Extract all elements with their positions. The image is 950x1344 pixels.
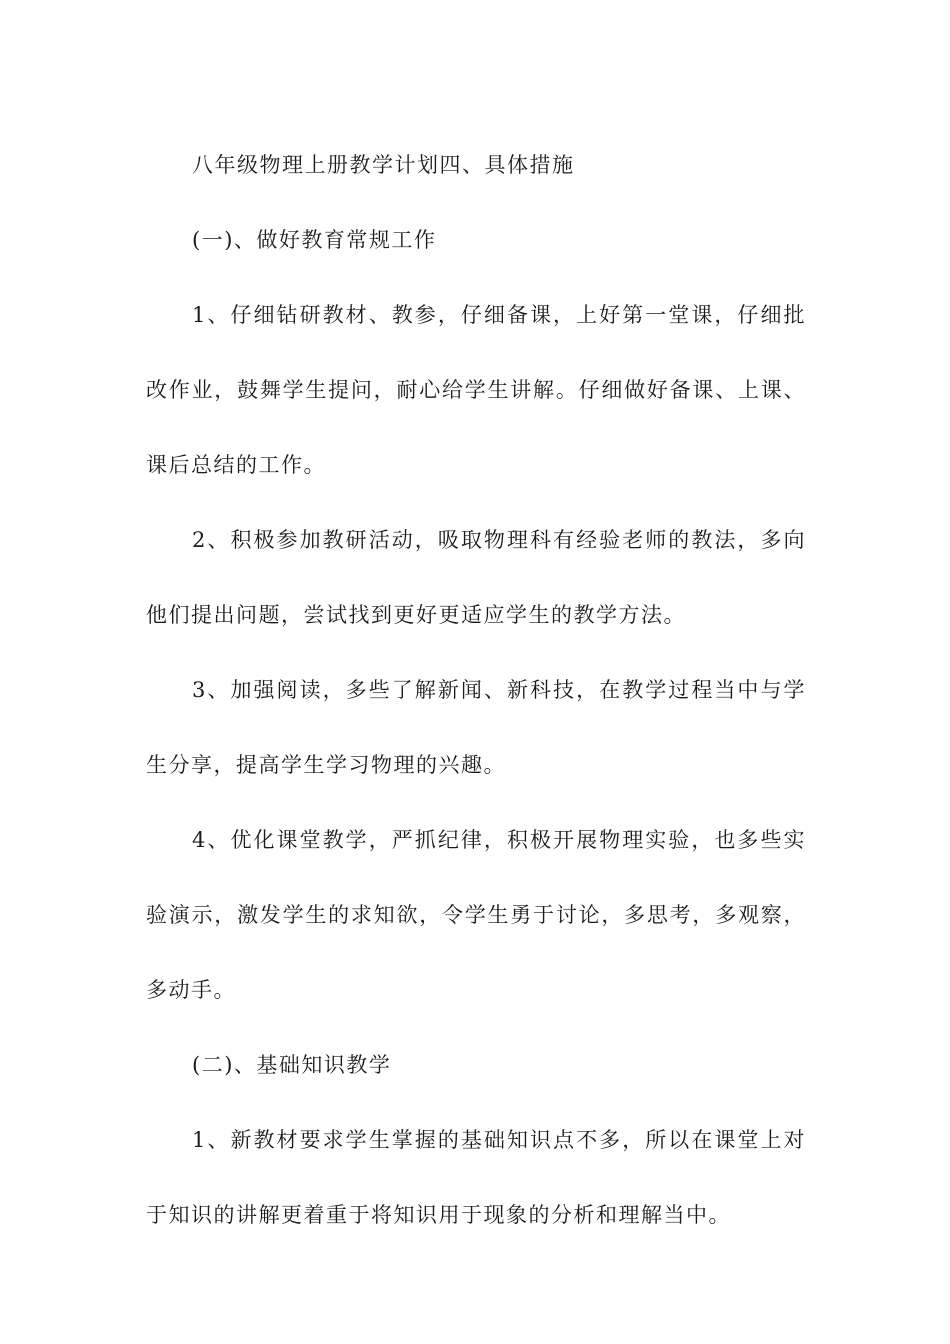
section-heading-2: (二)、基础知识教学	[192, 1053, 392, 1077]
section-heading-1: (一)、做好教育常规工作	[192, 228, 437, 252]
paragraph-5: 1、新教材要求学生掌握的基础知识点不多，所以在课堂上对于知识的讲解更着重于将知识用于现象的分析和理解当中。	[146, 1128, 806, 1227]
paragraph-1: 1、仔细钻研教材、教参，仔细备课，上好第一堂课，仔细批改作业，鼓舞学生提问，耐心给学生讲解。仔细做好备课、上课、课后总结的工作。	[146, 303, 806, 477]
paragraph-3: 3、加强阅读，多些了解新闻、新科技，在教学过程当中与学生分享，提高学生学习物理的兴趣。	[146, 678, 806, 777]
document-body	[146, 128, 806, 1253]
paragraph-4: 4、优化课堂教学，严抓纪律，积极开展物理实验，也多些实验演示，激发学生的求知欲，令学生勇于讨论，多思考，多观察，多动手。	[146, 828, 806, 1002]
document-title: 八年级物理上册教学计划四、具体措施	[192, 153, 575, 177]
paragraph-2: 2、积极参加教研活动，吸取物理科有经验老师的教法，多向他们提出问题，尝试找到更好更适应学生的教学方法。	[146, 528, 806, 627]
